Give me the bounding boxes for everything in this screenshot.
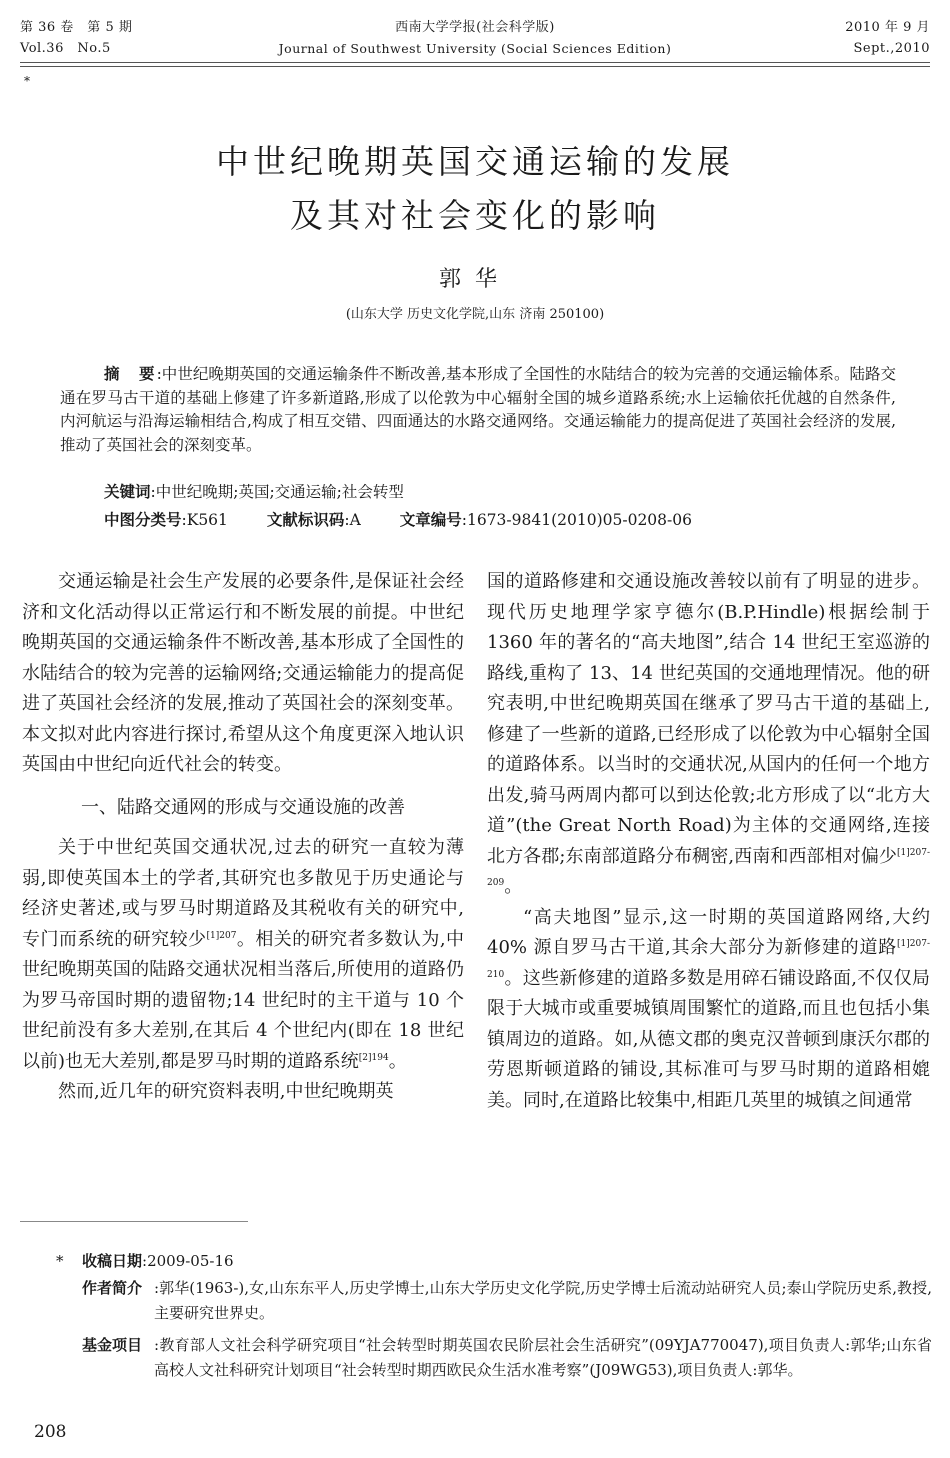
author-bio-label-box <box>82 1276 154 1301</box>
header-volume-en: Vol.36 No.5 <box>20 41 111 56</box>
clc-value: :K561 <box>181 511 228 529</box>
header-journal-en: Journal of Southwest University (Social Sciences Edition) <box>278 41 672 56</box>
right-paragraph-2-text-a: “高夫地图”显示,这一时期的英国道路网络,大约 40% 源自罗马古干道,其余大部分为新修建的道路 <box>487 906 930 958</box>
keywords-text: :中世纪晚期;英国;交通运输;社会转型 <box>150 483 404 501</box>
doc-code-label: 文献标识码 <box>266 511 345 529</box>
left-paragraph-2-text-a: 关于中世纪英国交通状况,过去的研究一直较为薄弱,即使英国本土的学者,其研究也多散见于历史通论与经济史著述,或与罗马时期道路及其税收有关的研究中,专门而系统的研究较少 <box>22 837 464 950</box>
footnote-received <box>82 1249 932 1274</box>
header-date-cn: 2010 年 9 月 <box>845 20 930 35</box>
citation-4: [1]207-210 <box>487 939 930 980</box>
fund-label-box <box>82 1333 154 1358</box>
body-right-column <box>487 567 930 1116</box>
article-title-line2: 及其对社会变化的影响 <box>290 196 660 235</box>
author-bio-label: 作者简介 <box>82 1279 143 1297</box>
right-paragraph-1 <box>487 567 930 903</box>
keywords-label: 关键词 <box>104 483 151 501</box>
header-journal-cn: 西南大学学报(社会科学版) <box>395 20 555 35</box>
right-paragraph-1-text-b: 。 <box>504 876 523 897</box>
right-paragraph-1-text-a: 国的道路修建和交通设施改善较以前有了明显的进步。现代历史地理学家亨德尔(B.P.Hindle)根据绘制于 1360 年的著名的“高夫地图”,结合 14 世纪王室巡游的路线,重构了 13、14 世纪英国的交通地理情况。他的研究表明,中世纪晚期英国在继承了罗马古干道的基础上,修建了一些新的道路,已经形成了以伦敦为中心辐射全国的道路体系。以当时的交通状况,从国内的任何一个地方出发,骑马两周内都可以到达伦敦;北方形成了以“北方大道”(the Great North Road)为主体的交通网络,连接北方各郡;东南部道路分布稠密,西南和西部相对偏少 <box>487 571 930 867</box>
author-name: 郭华 <box>438 267 511 292</box>
article-number-label: 文章编号 <box>399 511 462 529</box>
received-label: 收稿日期 <box>82 1252 143 1270</box>
left-paragraph-2 <box>22 833 464 1077</box>
header-rule-double <box>20 66 930 67</box>
abstract-text: :中世纪晚期英国的交通运输条件不断改善,基本形成了全国性的水陆结合的较为完善的交通运输体系。陆路交通在罗马古干道的基础上修建了许多新道路,形成了以伦敦为中心辐射全国的城乡道路系统;水上运输依托优越的自然条件,内河航运与沿海运输相结合,构成了相互交错、四面通达的水路交通网络。交通运输能力的提高促进了英国社会经济的发展,推动了英国社会的深刻变革。 <box>60 365 896 454</box>
citation-3: [1]207-209 <box>487 847 930 888</box>
clc-label: 中图分类号 <box>104 511 182 529</box>
author-affiliation: (山东大学 历史文化学院,山东 济南 250100) <box>345 307 605 322</box>
footnote-rule <box>20 1221 248 1222</box>
left-paragraph-2-text-c: 。 <box>388 1050 407 1072</box>
fund-label: 基金项目 <box>82 1336 143 1354</box>
section-heading-1: 一、陆路交通网的形成与交通设施的改善 <box>81 796 405 818</box>
keywords <box>104 480 404 504</box>
doc-code-value: :A <box>344 511 361 529</box>
citation-1: [1]207 <box>206 930 237 941</box>
classification-row <box>104 508 904 532</box>
citation-2: [2]194 <box>358 1052 389 1063</box>
abstract-label: 摘 要 <box>104 365 157 383</box>
article-number-value: :1673-9841(2010)05-0208-06 <box>461 511 692 529</box>
right-paragraph-2 <box>487 903 930 1117</box>
received-value: :2009-05-16 <box>142 1252 234 1270</box>
left-paragraph-1: 交通运输是社会生产发展的必要条件,是保证社会经济和文化活动得以正常运行和不断发展的前提。中世纪晚期英国的交通运输条件不断改善,基本形成了全国性的水陆结合的较为完善的运输网络;交通运输能力的提高促进了英国社会经济的发展,推动了英国社会的深刻变革。本文拟对此内容进行探讨,希望从这个角度更深入地认识英国由中世纪向近代社会的转变。 <box>22 571 464 775</box>
header-date-en: Sept.,2010 <box>853 41 930 56</box>
left-paragraph-3: 然而,近几年的研究资料表明,中世纪晚期英 <box>58 1081 394 1102</box>
page-number: 208 <box>34 1422 67 1442</box>
title-footnote-mark: * <box>24 74 30 88</box>
header-rule <box>20 62 930 63</box>
author-bio-text: :郭华(1963-),女,山东东平人,历史学博士,山东大学历史文化学院,历史学博士后流动站研究人员;泰山学院历史系,教授,主要研究世界史。 <box>154 1279 932 1322</box>
body-left-column <box>22 567 464 1108</box>
article-title-line1: 中世纪晚期英国交通运输的发展 <box>216 142 734 181</box>
abstract <box>60 363 896 457</box>
header-volume-cn: 第 36 卷 第 5 期 <box>20 20 133 35</box>
right-paragraph-2-text-b: 。这些新修建的道路多数是用碎石铺设路面,不仅仅局限于大城市或重要城镇周围繁忙的道路,而且也包括小集镇周边的道路。如,从德文郡的奥克汉普顿到康沃尔郡的劳恩斯顿道路的铺设,其标准可与罗马时期的道路相媲美。同时,在道路比较集中,相距几英里的城镇之间通常 <box>487 967 930 1111</box>
left-paragraph-2-text-b: 。相关的研究者多数认为,中世纪晚期英国的陆路交通状况相当落后,所使用的道路仍为罗马帝国时期的遗留物;14 世纪时的主干道与 10 个世纪前没有多大差别,在其后 4 个世纪内(即在 18 世纪以前)也无大差别,都是罗马时期的道路系统 <box>22 928 464 1072</box>
footnote-star: * <box>56 1252 64 1270</box>
fund-text: :教育部人文社会科学研究项目“社会转型时期英国农民阶层社会生活研究”(09YJA770047),项目负责人:郭华;山东省高校人文社科研究计划项目“社会转型时期西欧民众生活水准考察”(J09WG53),项目负责人:郭华。 <box>154 1336 932 1379</box>
